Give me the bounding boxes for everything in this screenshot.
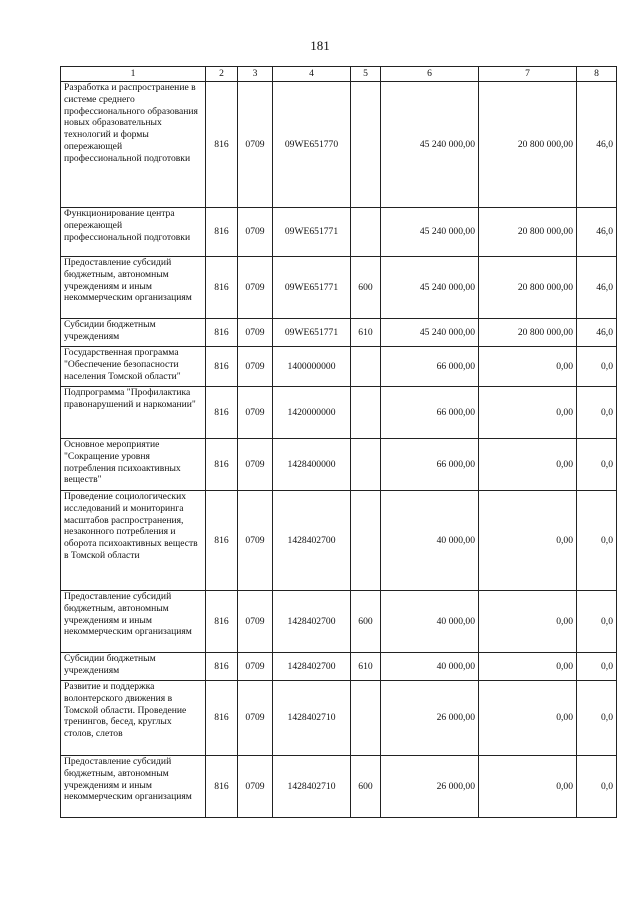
item-name-cell: Проведение социологических исследований и мониторинга масштабов распространения, незаконного потребления и оборота психоактивных веществ в Томской области <box>61 491 206 591</box>
target-article-cell: 09WE651771 <box>273 257 351 319</box>
header-row <box>61 67 617 82</box>
header-cell: 6 <box>381 67 479 82</box>
actual-amount-cell: 20 800 000,00 <box>479 257 577 319</box>
percent-cell: 0,0 <box>577 681 617 756</box>
expense-type-cell <box>351 681 381 756</box>
expense-type-cell: 600 <box>351 591 381 653</box>
item-name-cell: Предоставление субсидий бюджетным, автономным учреждениям и иным некоммерческим организациям <box>61 591 206 653</box>
budget-table <box>60 66 617 818</box>
table-row <box>61 319 617 347</box>
section-code-cell: 0709 <box>238 681 273 756</box>
section-code-cell: 0709 <box>238 491 273 591</box>
target-article-cell: 1428402710 <box>273 681 351 756</box>
actual-amount-cell: 0,00 <box>479 591 577 653</box>
ministry-code-cell: 816 <box>206 257 238 319</box>
target-article-cell: 1428402710 <box>273 756 351 818</box>
ministry-code-cell: 816 <box>206 347 238 387</box>
percent-cell: 0,0 <box>577 387 617 439</box>
actual-amount-cell: 20 800 000,00 <box>479 208 577 257</box>
expense-type-cell: 610 <box>351 319 381 347</box>
section-code-cell: 0709 <box>238 387 273 439</box>
plan-amount-cell: 26 000,00 <box>381 681 479 756</box>
percent-cell: 0,0 <box>577 347 617 387</box>
item-name-cell: Субсидии бюджетным учреждениям <box>61 319 206 347</box>
target-article-cell: 1428402700 <box>273 491 351 591</box>
target-article-cell: 09WE651771 <box>273 319 351 347</box>
section-code-cell: 0709 <box>238 257 273 319</box>
target-article-cell: 1428402700 <box>273 591 351 653</box>
ministry-code-cell: 816 <box>206 208 238 257</box>
plan-amount-cell: 45 240 000,00 <box>381 208 479 257</box>
item-name-cell: Основное мероприятие "Сокращение уровня потребления психоактивных веществ" <box>61 439 206 491</box>
ministry-code-cell: 816 <box>206 439 238 491</box>
plan-amount-cell: 45 240 000,00 <box>381 319 479 347</box>
item-name-cell: Государственная программа "Обеспечение безопасности населения Томской области" <box>61 347 206 387</box>
ministry-code-cell: 816 <box>206 387 238 439</box>
header-cell: 8 <box>577 67 617 82</box>
percent-cell: 46,0 <box>577 257 617 319</box>
target-article-cell: 09WE651770 <box>273 82 351 208</box>
ministry-code-cell: 816 <box>206 82 238 208</box>
section-code-cell: 0709 <box>238 208 273 257</box>
header-cell: 2 <box>206 67 238 82</box>
item-name-cell: Разработка и распространение в системе среднего профессионального образования новых образовательных технологий и формы опережающей профессиональной подготовки <box>61 82 206 208</box>
table-row <box>61 681 617 756</box>
target-article-cell: 09WE651771 <box>273 208 351 257</box>
actual-amount-cell: 20 800 000,00 <box>479 319 577 347</box>
expense-type-cell: 600 <box>351 756 381 818</box>
section-code-cell: 0709 <box>238 591 273 653</box>
ministry-code-cell: 816 <box>206 591 238 653</box>
plan-amount-cell: 66 000,00 <box>381 387 479 439</box>
table-row <box>61 82 617 208</box>
percent-cell: 46,0 <box>577 319 617 347</box>
ministry-code-cell: 816 <box>206 653 238 681</box>
table-row <box>61 439 617 491</box>
expense-type-cell <box>351 491 381 591</box>
section-code-cell: 0709 <box>238 319 273 347</box>
ministry-code-cell: 816 <box>206 681 238 756</box>
header-cell: 4 <box>273 67 351 82</box>
percent-cell: 0,0 <box>577 653 617 681</box>
percent-cell: 0,0 <box>577 756 617 818</box>
item-name-cell: Функционирование центра опережающей профессиональной подготовки <box>61 208 206 257</box>
expense-type-cell: 610 <box>351 653 381 681</box>
actual-amount-cell: 0,00 <box>479 347 577 387</box>
table-row <box>61 591 617 653</box>
item-name-cell: Подпрограмма "Профилактика правонарушений и наркомании" <box>61 387 206 439</box>
target-article-cell: 1428400000 <box>273 439 351 491</box>
item-name-cell: Развитие и поддержка волонтерского движения в Томской области. Проведение тренингов, бесед, круглых столов, слетов <box>61 681 206 756</box>
percent-cell: 0,0 <box>577 591 617 653</box>
item-name-cell: Предоставление субсидий бюджетным, автономным учреждениям и иным некоммерческим организациям <box>61 756 206 818</box>
table-row <box>61 491 617 591</box>
plan-amount-cell: 26 000,00 <box>381 756 479 818</box>
header-cell: 5 <box>351 67 381 82</box>
table-row <box>61 257 617 319</box>
plan-amount-cell: 40 000,00 <box>381 491 479 591</box>
actual-amount-cell: 0,00 <box>479 653 577 681</box>
plan-amount-cell: 40 000,00 <box>381 591 479 653</box>
target-article-cell: 1420000000 <box>273 387 351 439</box>
expense-type-cell <box>351 82 381 208</box>
item-name-cell: Субсидии бюджетным учреждениям <box>61 653 206 681</box>
expense-type-cell <box>351 439 381 491</box>
section-code-cell: 0709 <box>238 756 273 818</box>
table-row <box>61 756 617 818</box>
target-article-cell: 1428402700 <box>273 653 351 681</box>
expense-type-cell <box>351 387 381 439</box>
header-cell: 7 <box>479 67 577 82</box>
percent-cell: 46,0 <box>577 208 617 257</box>
section-code-cell: 0709 <box>238 653 273 681</box>
table-row <box>61 347 617 387</box>
actual-amount-cell: 0,00 <box>479 387 577 439</box>
header-cell: 1 <box>61 67 206 82</box>
table-row <box>61 208 617 257</box>
percent-cell: 46,0 <box>577 82 617 208</box>
plan-amount-cell: 45 240 000,00 <box>381 82 479 208</box>
plan-amount-cell: 66 000,00 <box>381 347 479 387</box>
percent-cell: 0,0 <box>577 491 617 591</box>
page-number: 181 <box>310 38 330 53</box>
plan-amount-cell: 45 240 000,00 <box>381 257 479 319</box>
actual-amount-cell: 0,00 <box>479 681 577 756</box>
actual-amount-cell: 0,00 <box>479 756 577 818</box>
table-row <box>61 653 617 681</box>
section-code-cell: 0709 <box>238 82 273 208</box>
actual-amount-cell: 20 800 000,00 <box>479 82 577 208</box>
percent-cell: 0,0 <box>577 439 617 491</box>
table-body <box>61 82 617 818</box>
table-row <box>61 387 617 439</box>
actual-amount-cell: 0,00 <box>479 439 577 491</box>
section-code-cell: 0709 <box>238 439 273 491</box>
expense-type-cell <box>351 208 381 257</box>
ministry-code-cell: 816 <box>206 491 238 591</box>
header-cell: 3 <box>238 67 273 82</box>
ministry-code-cell: 816 <box>206 319 238 347</box>
ministry-code-cell: 816 <box>206 756 238 818</box>
target-article-cell: 1400000000 <box>273 347 351 387</box>
expense-type-cell <box>351 347 381 387</box>
section-code-cell: 0709 <box>238 347 273 387</box>
expense-type-cell: 600 <box>351 257 381 319</box>
item-name-cell: Предоставление субсидий бюджетным, автономным учреждениям и иным некоммерческим организациям <box>61 257 206 319</box>
actual-amount-cell: 0,00 <box>479 491 577 591</box>
plan-amount-cell: 66 000,00 <box>381 439 479 491</box>
plan-amount-cell: 40 000,00 <box>381 653 479 681</box>
